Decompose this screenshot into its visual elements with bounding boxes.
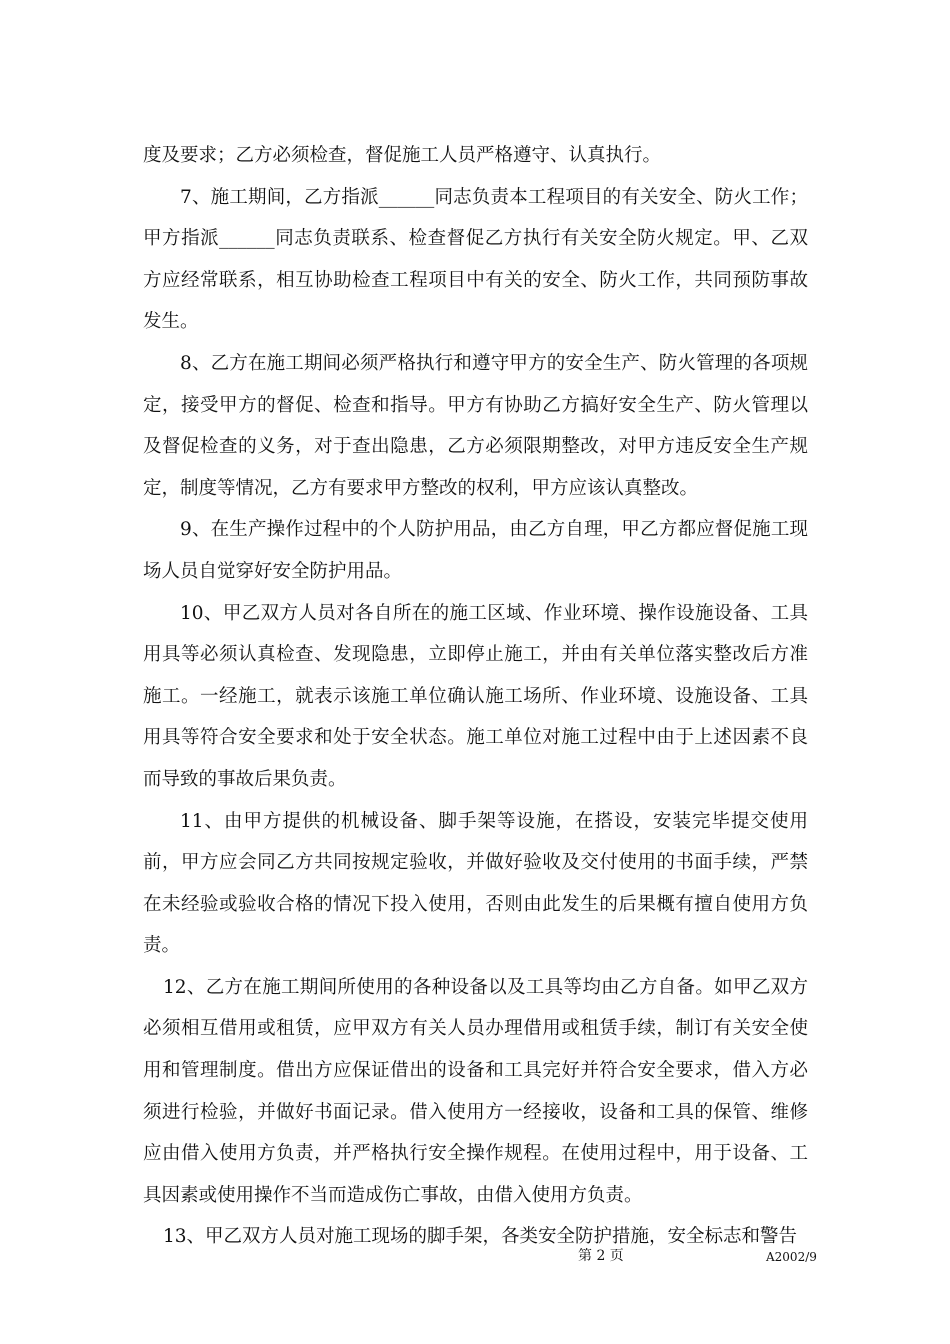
- paragraph-clause-13: 13、甲乙双方人员对施工现场的脚手架，各类安全防护措施，安全标志和警告: [163, 1226, 798, 1248]
- paragraph-clause-9: 9、在生产操作过程中的个人防护用品，由乙方自理，甲乙方都应督促施工现场人员自觉穿好安全防护用品。: [143, 519, 808, 582]
- document-code: A2002/9: [766, 1250, 817, 1264]
- paragraph-clause-7: 7、施工期间，乙方指派______同志负责本工程项目的有关安全、防火工作；甲方指派______同志负责联系、检查督促乙方执行有关安全防火规定。甲、乙双方应经常联系，相互协助检查工程项目中有关的安全、防火工作，共同预防事故发生。: [143, 186, 808, 333]
- document-body: [143, 135, 808, 1258]
- paragraph-clause-8: 8、乙方在施工期间必须严格执行和遵守甲方的安全生产、防火管理的各项规定，接受甲方的督促、检查和指导。甲方有协助乙方搞好安全生产、防火管理以及督促检查的义务，对于查出隐患，乙方必须限期整改，对甲方违反安全生产规定，制度等情况，乙方有要求甲方整改的权利，甲方应该认真整改。: [143, 352, 808, 499]
- paragraph-clause-10: 10、甲乙双方人员对各自所在的施工区域、作业环境、操作设施设备、工具用具等必须认真检查、发现隐患，立即停止施工，并由有关单位落实整改后方准施工。一经施工，就表示该施工单位确认施工场所、作业环境、设施设备、工具用具等符合安全要求和处于安全状态。施工单位对施工过程中由于上述因素不良而导致的事故后果负责。: [143, 602, 808, 790]
- paragraph-continuation: 度及要求；乙方必须检查，督促施工人员严格遵守、认真执行。: [143, 145, 662, 166]
- paragraph-clause-12: 12、乙方在施工期间所使用的各种设备以及工具等均由乙方自备。如甲乙双方必须相互借用或租赁，应甲双方有关人员办理借用或租赁手续，制订有关安全使用和管理制度。借出方应保证借出的设备和工具完好并符合安全要求，借入方必须进行检验，并做好书面记录。借入使用方一经接收，设备和工具的保管、维修应由借入使用方负责，并严格执行安全操作规程。在使用过程中，用于设备、工具因素或使用操作不当而造成伤亡事故，由借入使用方负责。: [143, 976, 808, 1206]
- page-number: 第 2 页: [578, 1248, 624, 1264]
- paragraph-clause-11: 11、由甲方提供的机械设备、脚手架等设施，在搭设，安装完毕提交使用前，甲方应会同乙方共同按规定验收，并做好验收及交付使用的书面手续，严禁在未经验或验收合格的情况下投入使用，否则由此发生的后果概有擅自使用方负责。: [143, 810, 808, 957]
